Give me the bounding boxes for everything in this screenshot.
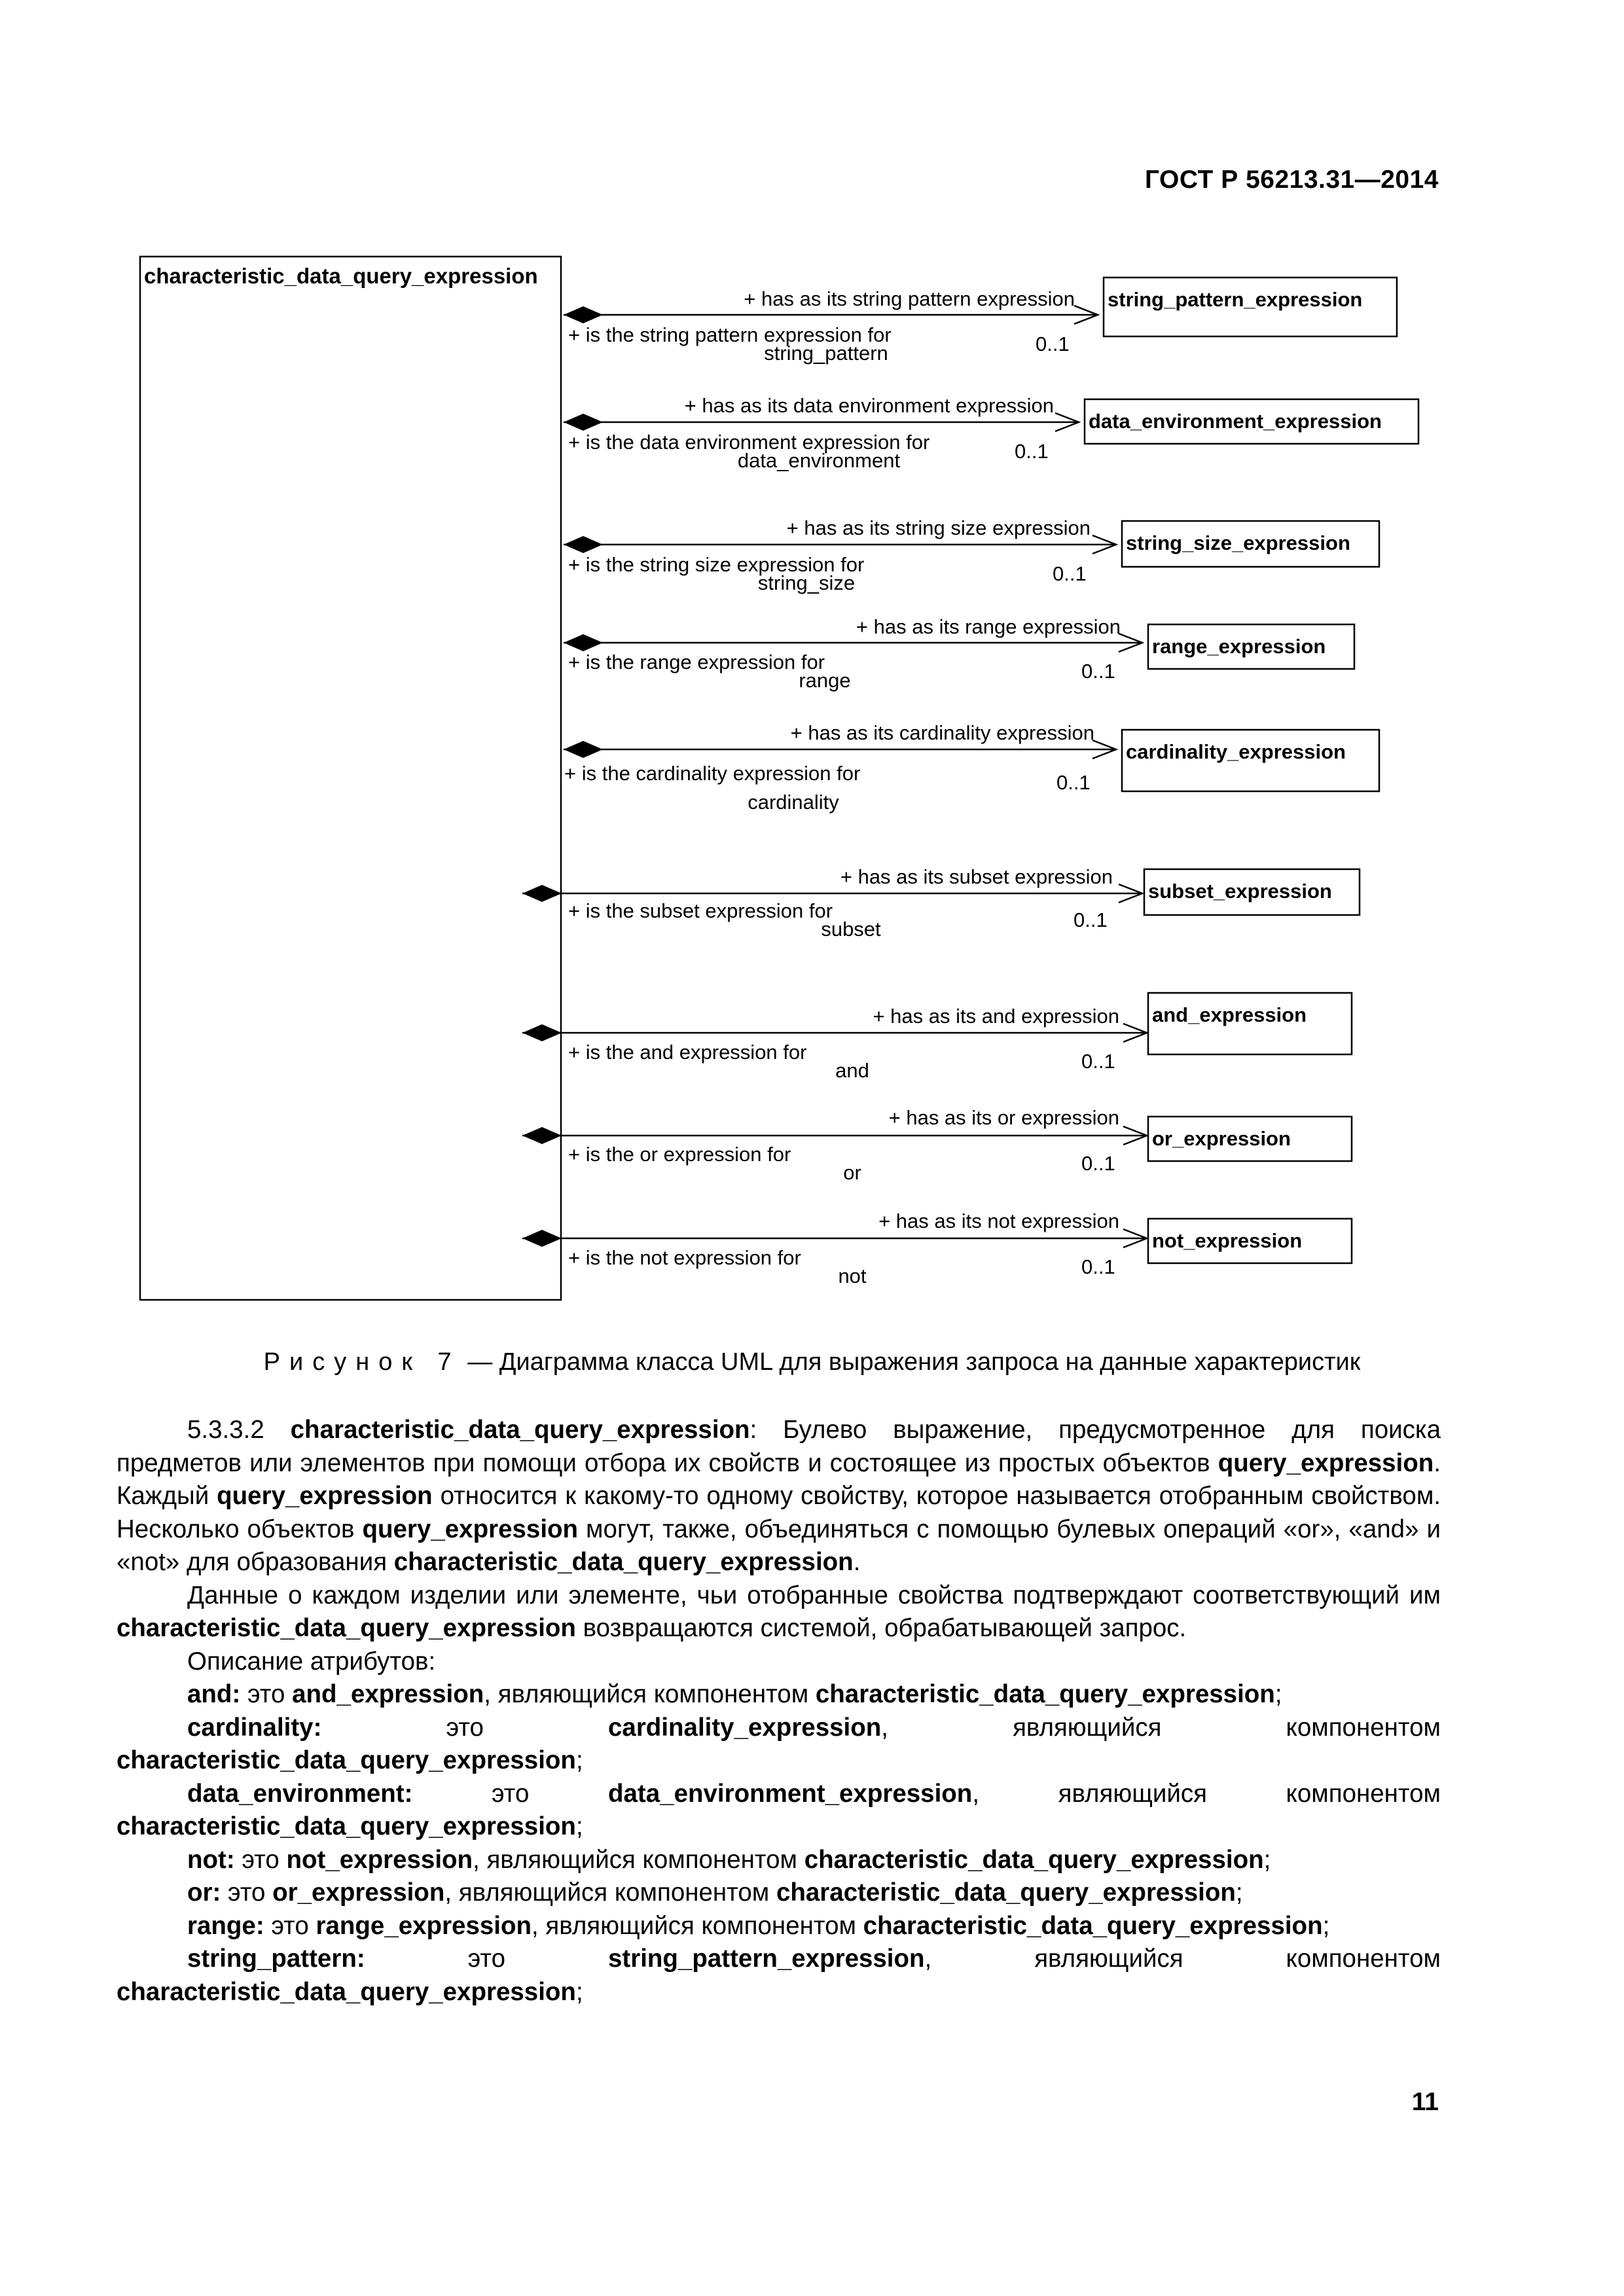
inverse-role-label: + is the or expression for <box>568 1143 791 1166</box>
inverse-role-name: and <box>835 1059 869 1082</box>
caption-text: Диаграмма класса UML для выражения запроса на данные характеристик <box>499 1348 1361 1376</box>
composition-diamond <box>564 536 603 553</box>
inverse-role-name: data_environment <box>737 449 901 472</box>
role-label: + has as its not expression <box>878 1210 1119 1232</box>
inverse-role-name: not <box>838 1265 867 1287</box>
inverse-role-label: + is the string pattern expression for <box>568 323 892 346</box>
composition-diamond <box>522 885 562 902</box>
composition-diamond <box>522 1230 562 1247</box>
class-name: and_expression <box>1152 1003 1307 1026</box>
composition-diamond <box>564 741 603 758</box>
attribute-list <box>117 1678 1441 2009</box>
paragraph-definition: 5.3.3.2 characteristic_data_query_expression: Булево выражение, предусмотренное для поиска предметов или элементов при помощи отбора их свойств и состоящее из простых объектов query_expression. Каждый query_expression относится к какому-то одному свойству, которое называется отобранным свойством. Несколько объектов query_expression могут, также, объединяться с помощью булевых операций «or», «and» и «not» для образования characteristic_data_query_expression. <box>117 1416 1441 1576</box>
composition-diamond <box>564 634 603 651</box>
multiplicity: 0..1 <box>1056 771 1091 794</box>
figure-label: Рисунок 7 <box>263 1348 461 1376</box>
attribute-item: cardinality: это cardinality_expression, являющийся компонентом characteristic_data_query_expression; <box>117 1713 1441 1774</box>
inverse-role-name: subset <box>821 918 881 941</box>
inverse-role-name: range <box>799 669 851 692</box>
inverse-role-name: cardinality <box>748 791 839 814</box>
class-name: data_environment_expression <box>1089 410 1382 433</box>
inverse-role-name: or <box>843 1161 861 1184</box>
body-text <box>117 1414 1441 2009</box>
paragraph-attributes-intro: Описание атрибутов: <box>187 1647 436 1676</box>
figure-caption <box>0 1348 1624 1376</box>
inverse-role-name: string_size <box>757 571 856 594</box>
multiplicity: 0..1 <box>1036 332 1070 355</box>
attribute-item: not: это not_expression, являющийся компонентом characteristic_data_query_expression; <box>187 1845 1271 1874</box>
role-label: + has as its string pattern expression <box>744 287 1075 310</box>
class-name: cardinality_expression <box>1126 740 1346 763</box>
inverse-role-label: + is the data environment expression for <box>568 431 930 454</box>
multiplicity: 0..1 <box>1081 1050 1115 1073</box>
page-number: 11 <box>1411 2088 1439 2116</box>
multiplicity: 0..1 <box>1074 908 1108 931</box>
inverse-role-label: + is the string size expression for <box>568 553 865 576</box>
class-name: not_expression <box>1152 1229 1303 1252</box>
class-name: or_expression <box>1152 1127 1291 1150</box>
attribute-item: data_environment: это data_environment_expression, являющийся компонентом characteristic_data_query_expression; <box>117 1779 1441 1840</box>
inverse-role-label: + is the range expression for <box>568 651 825 673</box>
class-name: string_size_expression <box>1126 531 1350 554</box>
role-label: + has as its cardinality expression <box>790 721 1094 744</box>
class-name: subset_expression <box>1148 880 1332 903</box>
multiplicity: 0..1 <box>1015 440 1049 463</box>
multiplicity: 0..1 <box>1053 562 1087 585</box>
inverse-role-label: + is the cardinality expression for <box>564 762 861 785</box>
class-name: range_expression <box>1152 635 1326 658</box>
main-class-box <box>140 257 561 1300</box>
multiplicity: 0..1 <box>1081 1255 1115 1278</box>
multiplicity: 0..1 <box>1081 1152 1115 1175</box>
inverse-role-label: + is the not expression for <box>568 1246 801 1269</box>
composition-diamond <box>522 1024 562 1041</box>
composition-diamond <box>522 1127 562 1144</box>
main-class-name: characteristic_data_query_expression <box>144 264 538 288</box>
role-label: + has as its or expression <box>888 1106 1119 1129</box>
attribute-item: range: это range_expression, являющийся компонентом characteristic_data_query_expression; <box>187 1911 1330 1940</box>
role-label: + has as its range expression <box>856 615 1121 638</box>
role-label: + has as its data environment expression <box>684 394 1054 417</box>
class-name: string_pattern_expression <box>1108 288 1363 311</box>
role-label: + has as its subset expression <box>840 865 1113 888</box>
multiplicity: 0..1 <box>1081 660 1115 683</box>
caption-dash: — <box>460 1348 499 1376</box>
inverse-role-label: + is the and expression for <box>568 1041 807 1064</box>
attribute-item: and: это and_expression, являющийся компонентом characteristic_data_query_expression; <box>187 1680 1282 1708</box>
attribute-item: string_pattern: это string_pattern_expression, являющийся компонентом characteristic_data_query_expression; <box>117 1945 1441 2006</box>
composition-diamond <box>564 414 603 431</box>
paragraph-result: Данные о каждом изделии или элементе, чьи отобранные свойства подтверждают соответствующий им characteristic_data_query_expression возвращаются системой, обрабатывающей запрос. <box>117 1581 1441 1642</box>
inverse-role-name: string_pattern <box>764 342 888 365</box>
inverse-role-label: + is the subset expression for <box>568 899 833 922</box>
role-label: + has as its string size expression <box>786 516 1091 539</box>
role-label: + has as its and expression <box>873 1005 1119 1028</box>
attribute-item: or: это or_expression, являющийся компонентом characteristic_data_query_expression; <box>187 1878 1243 1907</box>
document-standard-number: ГОСТ Р 56213.31—2014 <box>1144 166 1439 194</box>
composition-diamond <box>564 306 603 323</box>
